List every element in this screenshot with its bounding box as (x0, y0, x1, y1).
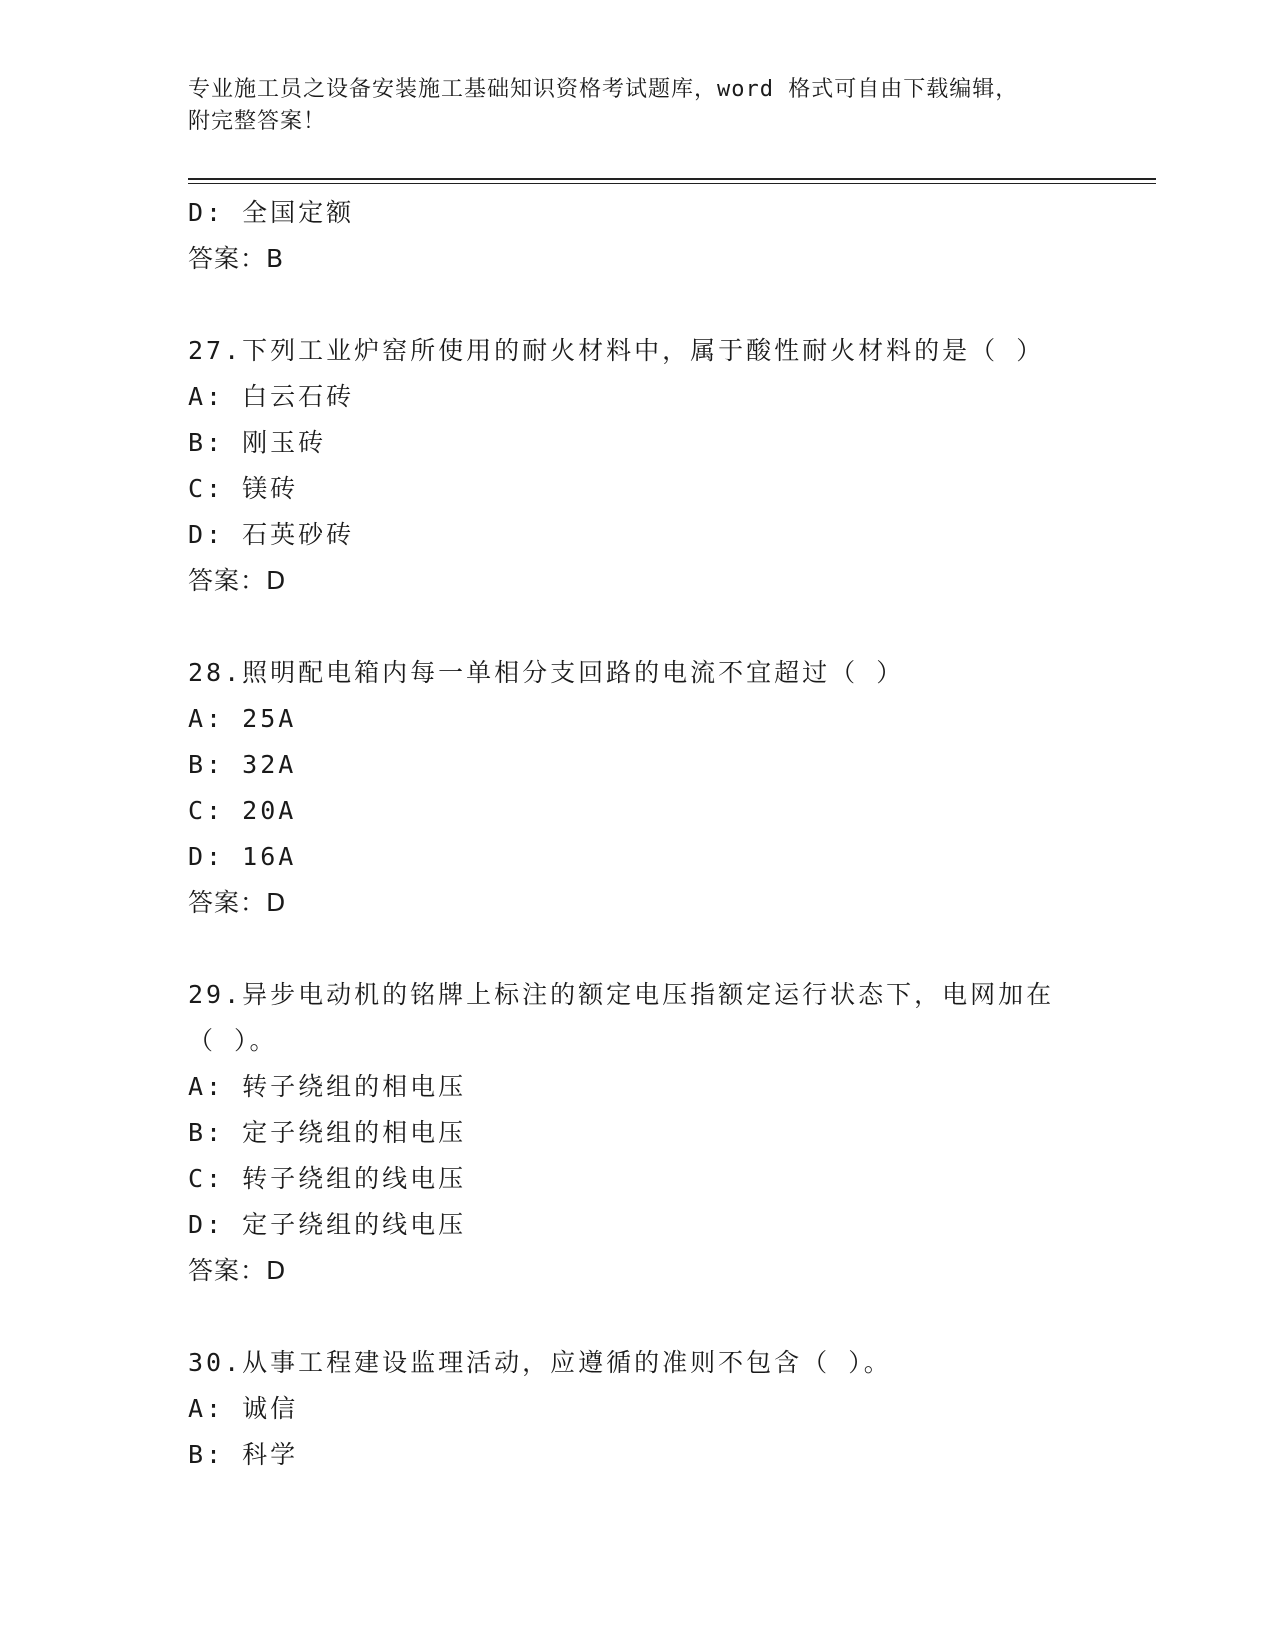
prev-answer: 答案：B (188, 244, 285, 273)
option-d: D: 16A (188, 842, 297, 871)
question-30 (188, 1340, 1088, 1478)
header-line-1: 专业施工员之设备安装施工基础知识资格考试题库，word 格式可自由下载编辑， (188, 77, 1019, 102)
question-title: 28.照明配电箱内每一单相分支回路的电流不宜超过（ ） (188, 658, 905, 687)
answer: 答案：D (188, 888, 287, 917)
option-b: B: 定子绕组的相电压 (188, 1118, 467, 1147)
question-27 (188, 328, 1088, 604)
question-28 (188, 650, 1088, 926)
header-divider-thick (188, 178, 1156, 180)
header-line-2: 附完整答案！ (188, 109, 327, 134)
option-d: D: 石英砂砖 (188, 520, 355, 549)
option-c: C: 镁砖 (188, 474, 299, 503)
document-header (188, 74, 1088, 138)
option-c: C: 20A (188, 796, 297, 825)
question-title: 27.下列工业炉窑所使用的耐火材料中，属于酸性耐火材料的是（ ） (188, 336, 1045, 365)
question-title: 30.从事工程建设监理活动，应遵循的准则不包含（ ）。 (188, 1348, 892, 1377)
option-b: B: 32A (188, 750, 297, 779)
option-b: B: 刚玉砖 (188, 428, 327, 457)
prev-option-d: D: 全国定额 (188, 198, 355, 227)
option-a: A: 转子绕组的相电压 (188, 1072, 467, 1101)
option-a: A: 诚信 (188, 1394, 299, 1423)
answer: 答案：D (188, 566, 287, 595)
option-b: B: 科学 (188, 1440, 299, 1469)
question-list (188, 190, 1088, 1478)
answer: 答案：D (188, 1256, 287, 1285)
question-29 (188, 972, 1088, 1294)
header-divider-thin (188, 183, 1156, 184)
option-a: A: 25A (188, 704, 297, 733)
question-title-continuation: （ ）。 (188, 1026, 278, 1055)
option-c: C: 转子绕组的线电压 (188, 1164, 467, 1193)
option-d: D: 定子绕组的线电压 (188, 1210, 467, 1239)
question-title: 29.异步电动机的铭牌上标注的额定电压指额定运行状态下，电网加在 (188, 980, 1055, 1009)
option-a: A: 白云石砖 (188, 382, 355, 411)
